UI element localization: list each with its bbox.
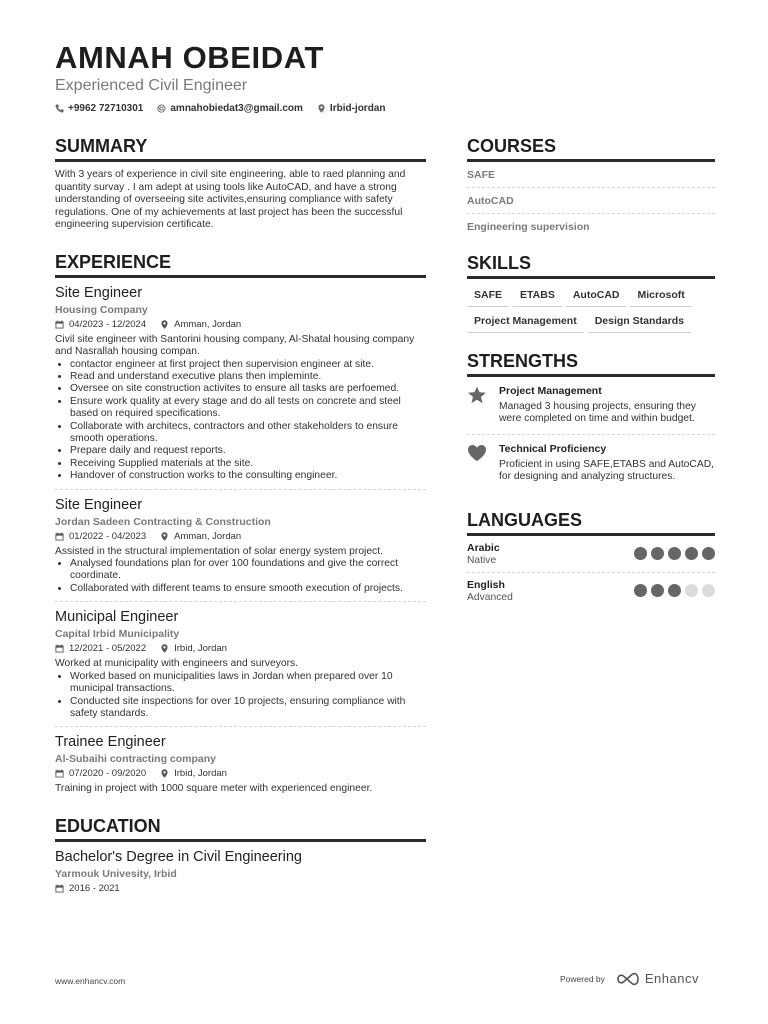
- job-bullet: • Read and understand executive plans then impleminte.: [70, 371, 426, 383]
- job-bullet: • Worked based on municipalities laws in Jordan when prepared over 10 municipal transactions.: [70, 671, 426, 696]
- summary-section: [55, 136, 426, 232]
- right-column: [467, 136, 715, 623]
- job-bullets: [55, 558, 426, 595]
- language-level: Native: [467, 554, 497, 566]
- location-pin-icon: [317, 104, 326, 113]
- job-meta: [55, 768, 426, 779]
- language-rating: [634, 584, 715, 597]
- language-name: Arabic: [467, 541, 500, 554]
- footer-branding: [560, 971, 699, 986]
- experience-entry: [55, 602, 426, 727]
- experience-title: EXPERIENCE: [55, 252, 426, 278]
- strength-item: [467, 435, 715, 492]
- courses-section: [467, 136, 715, 239]
- calendar-icon: [55, 644, 64, 653]
- skill-tag: ETABS: [513, 285, 562, 307]
- course-item: AutoCAD: [467, 188, 715, 214]
- left-column: [55, 136, 426, 908]
- job-title: Site Engineer: [55, 496, 143, 513]
- calendar-icon: [55, 769, 64, 778]
- job-bullet: • Collaborate with architecs, contractors and other stakeholders to ensure smooth operations.: [70, 421, 426, 446]
- skills-list: [467, 285, 715, 333]
- enhancv-logo[interactable]: [615, 971, 699, 986]
- skills-title: SKILLS: [467, 253, 715, 279]
- job-company: Al-Subaihi contracting company: [55, 753, 217, 766]
- job-bullet: • Conducted site inspections for over 10 projects, ensuring compliance with safety standards.: [70, 696, 426, 721]
- job-bullet: • Prepare daily and request reports.: [70, 445, 426, 457]
- education-meta: [55, 883, 426, 894]
- rating-dot-filled: [685, 547, 698, 560]
- location-pin-icon: [160, 320, 169, 329]
- candidate-name: AMNAH OBEIDAT: [55, 40, 324, 75]
- enhancv-logo-icon: [615, 972, 641, 986]
- rating-dot-filled: [634, 584, 647, 597]
- heart-icon: [467, 444, 487, 462]
- job-description: Civil site engineer with Santorini housing company, Al-Shatal housing company and Nasrallah housing compan.: [55, 333, 415, 357]
- education-title: EDUCATION: [55, 816, 426, 842]
- experience-entry: [55, 490, 426, 603]
- skills-section: [467, 253, 715, 333]
- calendar-icon: [55, 320, 64, 329]
- strength-description: Managed 3 housing projects, ensuring they were completed on time and within budget.: [499, 401, 696, 425]
- job-description: Assisted in the structural implementation of solar energy system project.: [55, 545, 383, 557]
- job-bullet: • Analysed foundations plan for over 100 foundations and give the correct coordinate.: [70, 558, 426, 583]
- location-contact: [317, 103, 386, 114]
- languages-section: [467, 510, 715, 609]
- school-name: Yarmouk Univesity, Irbid: [55, 867, 177, 880]
- job-location: Irbid, Jordan: [174, 643, 227, 655]
- job-description: Training in project with 1000 square meter with experienced engineer.: [55, 783, 373, 795]
- rating-dot-filled: [668, 547, 681, 560]
- job-bullets: [55, 359, 426, 483]
- language-item: [467, 573, 715, 609]
- job-dates: 12/2021 - 05/2022: [69, 643, 147, 655]
- email-contact[interactable]: [157, 103, 303, 114]
- experience-section: [55, 252, 426, 802]
- experience-entry: [55, 727, 426, 802]
- strength-title: Project Management: [499, 385, 602, 397]
- location-pin-icon: [160, 532, 169, 541]
- brand-name: Enhancv: [644, 971, 699, 986]
- language-item: [467, 536, 715, 573]
- job-description: Worked at municipality with engineers and surveyors.: [55, 658, 299, 670]
- job-location: Irbid, Jordan: [174, 768, 227, 780]
- rating-dot-empty: [702, 584, 715, 597]
- courses-title: COURSES: [467, 136, 715, 162]
- location-pin-icon: [160, 644, 169, 653]
- job-meta: [55, 531, 426, 542]
- skill-tag: Microsoft: [630, 285, 691, 307]
- skill-tag: Project Management: [467, 311, 584, 333]
- education-section: [55, 816, 426, 894]
- skill-tag: AutoCAD: [566, 285, 627, 307]
- education-dates: 2016 - 2021: [69, 882, 120, 894]
- job-bullet: • Handover of construction works to the consulting engineer.: [70, 470, 426, 482]
- rating-dot-filled: [651, 547, 664, 560]
- job-company: Jordan Sadeen Contracting & Construction: [55, 515, 271, 528]
- job-company: Housing Company: [55, 303, 148, 316]
- calendar-icon: [55, 884, 64, 893]
- strength-description: Proficient in using SAFE,ETABS and AutoCAD, for designing and analyzing structures.: [499, 458, 715, 483]
- course-item: Engineering supervision: [467, 221, 590, 233]
- phone-icon: [55, 104, 64, 113]
- candidate-headline: Experienced Civil Engineer: [55, 77, 248, 94]
- powered-by-text: Powered by: [560, 973, 605, 984]
- star-icon: [467, 386, 487, 404]
- footer-website[interactable]: www.enhancv.com: [55, 976, 126, 986]
- job-bullet: • Collaborated with different teams to ensure smooth execution of projects.: [70, 583, 426, 595]
- skill-tag: SAFE: [467, 285, 509, 307]
- email-text: amnahobiedat3@gmail.com: [170, 103, 303, 114]
- summary-title: SUMMARY: [55, 136, 426, 162]
- languages-title: LANGUAGES: [467, 510, 715, 536]
- skill-tag: Design Standards: [588, 311, 691, 333]
- course-item: SAFE: [467, 162, 715, 188]
- strength-title: Technical Proficiency: [499, 442, 607, 455]
- degree-title: Bachelor's Degree in Civil Engineering: [55, 848, 302, 865]
- job-bullet: • Oversee on site construction activites to ensure all tasks are perfoemed.: [70, 383, 426, 395]
- language-rating: [634, 547, 715, 560]
- language-level: Advanced: [467, 591, 513, 603]
- job-bullet: • Receiving Supplied materials at the site.: [70, 458, 426, 470]
- job-bullets: [55, 671, 426, 721]
- strengths-title: STRENGTHS: [467, 351, 715, 377]
- job-company: Capital Irbid Municipality: [55, 628, 180, 641]
- job-dates: 07/2020 - 09/2020: [69, 768, 147, 780]
- experience-entry: [55, 278, 426, 490]
- rating-dot-empty: [685, 584, 698, 597]
- rating-dot-filled: [702, 547, 715, 560]
- phone-text: +9962 72710301: [68, 103, 144, 114]
- job-title: Municipal Engineer: [55, 609, 179, 626]
- job-bullet: • Ensure work quality at every stage and do all tests on concrete and steel based on required specifications.: [70, 396, 426, 421]
- phone-contact[interactable]: [55, 103, 143, 114]
- strength-item: [467, 377, 715, 435]
- rating-dot-filled: [668, 584, 681, 597]
- location-text: Irbid-jordan: [329, 103, 386, 114]
- summary-text: With 3 years of experience in civil site engineering, able to raed planning and quantity survay . I am adept at using tools like AutoCAD, and have a strong understanding of overseeing site activites,ensuring compliance with safety regulations. One of my achievements at last project has been the successful engineering supervision certificate.: [55, 169, 406, 230]
- at-icon: [157, 104, 166, 113]
- job-dates: 04/2023 - 12/2024: [69, 318, 147, 330]
- job-title: Trainee Engineer: [55, 734, 166, 751]
- location-pin-icon: [160, 769, 169, 778]
- rating-dot-filled: [651, 584, 664, 597]
- job-title: Site Engineer: [55, 284, 143, 301]
- calendar-icon: [55, 532, 64, 541]
- contact-info: [55, 103, 385, 114]
- language-name: English: [467, 578, 505, 591]
- strengths-section: [467, 351, 715, 492]
- job-meta: [55, 319, 426, 330]
- job-location: Amman, Jordan: [174, 530, 242, 542]
- job-dates: 01/2022 - 04/2023: [69, 530, 147, 542]
- job-meta: [55, 643, 426, 654]
- job-bullet: • contactor engineer at first project then supervision engineer at site.: [70, 359, 426, 371]
- rating-dot-filled: [634, 547, 647, 560]
- job-location: Amman, Jordan: [174, 318, 242, 330]
